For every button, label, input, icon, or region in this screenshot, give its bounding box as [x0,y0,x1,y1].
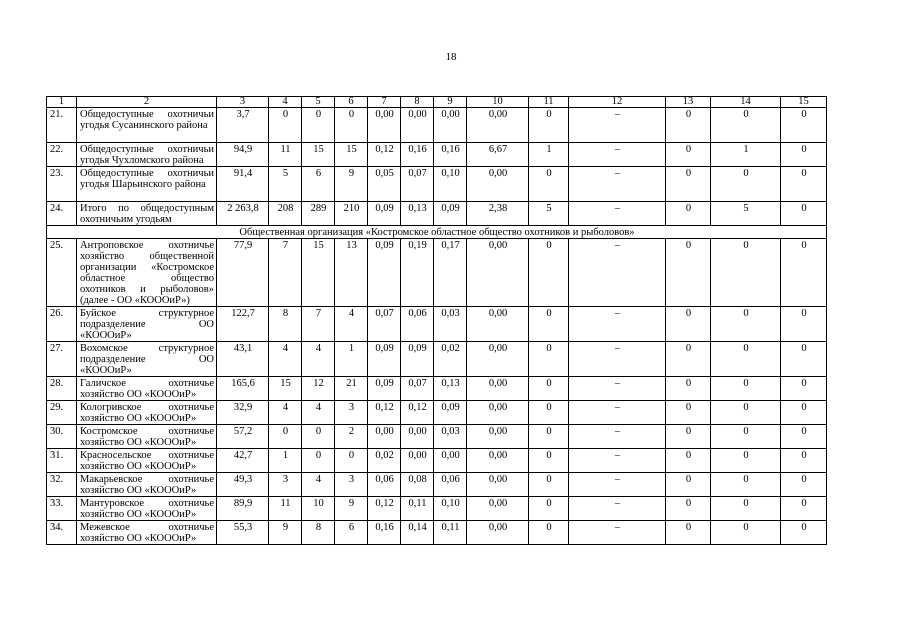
data-cell: 0 [711,108,781,143]
column-number-header: 13 [666,97,711,108]
row-name: Вохомское структурное подразделение ОО «КОООиР» [77,342,217,377]
row-name: Макарьевское охотничье хозяйство ОО «КОООиР» [77,473,217,497]
data-cell: 0,00 [467,239,529,307]
data-cell: 0 [302,108,335,143]
data-cell: 43,1 [217,342,269,377]
data-cell: – [569,202,666,226]
data-cell: – [569,307,666,342]
data-cell: 0,00 [467,497,529,521]
data-cell: 0 [335,449,368,473]
row-number: 28. [47,377,77,401]
column-number-header: 1 [47,97,77,108]
data-cell: 0,00 [467,401,529,425]
data-cell: 2 [335,425,368,449]
data-cell: 0 [529,521,569,545]
data-cell: 0 [781,449,827,473]
row-name: Костромское охотничье хозяйство ОО «КОООиР» [77,425,217,449]
data-cell: 0,06 [368,473,401,497]
column-number-header: 11 [529,97,569,108]
row-number: 27. [47,342,77,377]
data-cell: 15 [335,143,368,167]
row-name: Буйское структурное подразделение ОО «КОООиР» [77,307,217,342]
column-number-header: 6 [335,97,368,108]
data-cell: 0,05 [368,167,401,202]
data-cell: 0,09 [368,377,401,401]
row-number: 21. [47,108,77,143]
data-cell: 9 [335,497,368,521]
data-cell: 0 [666,202,711,226]
data-cell: 0,13 [434,377,467,401]
data-cell: 0 [335,108,368,143]
data-cell: – [569,449,666,473]
data-cell: 0 [781,497,827,521]
table-row [47,342,827,377]
data-cell: 0 [711,401,781,425]
row-name: Общедоступные охотничьи угодья Шарьинского района [77,167,217,202]
row-name: Общедоступные охотничьи угодья Сусанинского района [77,108,217,143]
data-cell: 0 [711,342,781,377]
data-cell: 0,06 [434,473,467,497]
column-number-header: 2 [77,97,217,108]
table-row [47,401,827,425]
data-cell: – [569,521,666,545]
column-number-header: 14 [711,97,781,108]
data-cell: – [569,143,666,167]
data-cell: 15 [269,377,302,401]
data-cell: 0,00 [467,521,529,545]
data-cell: 0,00 [467,449,529,473]
data-cell: 0 [666,239,711,307]
data-cell: 6 [335,521,368,545]
data-cell: 289 [302,202,335,226]
data-cell: 0,07 [368,307,401,342]
data-cell: 0,16 [434,143,467,167]
data-cell: 0,00 [434,449,467,473]
data-cell: 0 [781,377,827,401]
section-title: Общественная организация «Костромское областное общество охотников и рыболовов» [47,226,827,239]
data-cell: 0 [269,108,302,143]
data-cell: 0 [529,307,569,342]
table-row [47,307,827,342]
data-cell: 5 [529,202,569,226]
data-cell: 4 [302,473,335,497]
table-row [47,521,827,545]
data-cell: – [569,239,666,307]
data-cell: 0,17 [434,239,467,307]
data-cell: 0,00 [467,377,529,401]
row-name: Галичское охотничье хозяйство ОО «КОООиР» [77,377,217,401]
row-name: Общедоступные охотничьи угодья Чухломского района [77,143,217,167]
data-cell: 0,12 [368,401,401,425]
data-cell: 0,00 [368,425,401,449]
data-cell: 0,00 [467,425,529,449]
data-cell: 0 [781,473,827,497]
data-cell: 2 263,8 [217,202,269,226]
data-cell: 0 [529,497,569,521]
row-number: 23. [47,167,77,202]
data-cell: 42,7 [217,449,269,473]
column-number-header: 12 [569,97,666,108]
data-cell: 0 [781,401,827,425]
data-cell: 8 [302,521,335,545]
data-cell: 57,2 [217,425,269,449]
table-body [47,97,827,545]
data-cell: 0,11 [434,521,467,545]
data-cell: 10 [302,497,335,521]
column-number-header: 4 [269,97,302,108]
data-cell: 7 [302,307,335,342]
data-cell: 0,16 [368,521,401,545]
table-row [47,167,827,202]
data-cell: 0 [781,307,827,342]
data-cell: 0,00 [467,473,529,497]
data-cell: 0 [269,425,302,449]
data-cell: – [569,167,666,202]
data-cell: 1 [711,143,781,167]
data-cell: 0,06 [401,307,434,342]
data-cell: 5 [269,167,302,202]
table-row [47,239,827,307]
data-cell: 0,16 [401,143,434,167]
data-cell: 0,12 [401,401,434,425]
data-cell: 210 [335,202,368,226]
data-cell: 4 [302,401,335,425]
data-cell: – [569,401,666,425]
data-cell: 0 [666,307,711,342]
data-cell: 4 [269,342,302,377]
data-cell: – [569,497,666,521]
data-cell: 3,7 [217,108,269,143]
data-cell: 0 [781,143,827,167]
data-cell: 12 [302,377,335,401]
data-cell: – [569,108,666,143]
data-cell: 165,6 [217,377,269,401]
data-cell: 0,09 [368,342,401,377]
data-cell: 0,00 [467,307,529,342]
data-cell: 6 [302,167,335,202]
data-cell: 0 [666,521,711,545]
table-row [47,449,827,473]
row-name: Итого по общедоступным охотничьим угодьям [77,202,217,226]
data-cell: 0,03 [434,425,467,449]
data-cell: 0 [529,401,569,425]
data-cell: 21 [335,377,368,401]
data-cell: 0,00 [401,425,434,449]
row-name: Антроповское охотничье хозяйство общественной организации «Костромское областное общество охотников и рыболовов» (далее - ОО «КОООиР») [77,239,217,307]
table-row [47,108,827,143]
data-cell: 0,02 [434,342,467,377]
column-number-header: 9 [434,97,467,108]
data-cell: 0,12 [368,143,401,167]
table-row [47,202,827,226]
data-cell: 0 [711,497,781,521]
row-number: 34. [47,521,77,545]
data-cell: 5 [711,202,781,226]
row-name: Межевское охотничье хозяйство ОО «КОООиР» [77,521,217,545]
data-cell: 0,02 [368,449,401,473]
data-cell: 3 [335,473,368,497]
table-row [47,497,827,521]
data-cell: 0 [711,377,781,401]
data-cell: 0 [781,342,827,377]
data-cell: 0,07 [401,377,434,401]
data-cell: 7 [269,239,302,307]
row-name: Мантуровское охотничье хозяйство ОО «КОООиР» [77,497,217,521]
data-cell: 0,12 [368,497,401,521]
data-cell: 49,3 [217,473,269,497]
row-name: Красносельское охотничье хозяйство ОО «КОООиР» [77,449,217,473]
row-number: 32. [47,473,77,497]
data-cell: 11 [269,143,302,167]
data-cell: 0 [781,167,827,202]
data-cell: 208 [269,202,302,226]
column-number-header: 15 [781,97,827,108]
data-cell: – [569,377,666,401]
data-cell: 77,9 [217,239,269,307]
data-cell: 89,9 [217,497,269,521]
data-cell: 1 [269,449,302,473]
row-number: 22. [47,143,77,167]
data-cell: 0 [666,143,711,167]
data-cell: 0 [529,473,569,497]
data-cell: 0,14 [401,521,434,545]
data-cell: 32,9 [217,401,269,425]
data-cell: 0,19 [401,239,434,307]
data-cell: 0,03 [434,307,467,342]
data-cell: 15 [302,239,335,307]
data-cell: 0 [666,497,711,521]
data-cell: 0 [781,202,827,226]
data-cell: 0,00 [401,108,434,143]
data-cell: 0 [666,473,711,497]
data-table [46,96,827,545]
data-cell: 0 [529,377,569,401]
data-cell: 0 [711,239,781,307]
data-cell: 1 [335,342,368,377]
row-number: 25. [47,239,77,307]
data-cell: 0,00 [434,108,467,143]
data-cell: 0 [711,307,781,342]
data-cell: 0 [529,167,569,202]
data-cell: 0 [666,449,711,473]
data-cell: 0 [666,342,711,377]
data-cell: 4 [302,342,335,377]
data-cell: 0,00 [401,449,434,473]
row-number: 33. [47,497,77,521]
data-cell: 0 [529,449,569,473]
table-row [47,143,827,167]
data-cell: 55,3 [217,521,269,545]
section-row [47,226,827,239]
header-row [47,97,827,108]
data-cell: 15 [302,143,335,167]
column-number-header: 5 [302,97,335,108]
data-cell: 0,09 [368,239,401,307]
data-cell: 0 [529,108,569,143]
data-cell: 0 [711,425,781,449]
row-number: 30. [47,425,77,449]
table-row [47,377,827,401]
column-number-header: 7 [368,97,401,108]
data-cell: 0 [781,425,827,449]
data-cell: 0,10 [434,497,467,521]
data-cell: 0,00 [467,108,529,143]
column-number-header: 8 [401,97,434,108]
data-cell: 0,00 [467,342,529,377]
data-cell: 0 [711,167,781,202]
data-cell: 0,07 [401,167,434,202]
data-cell: 0,09 [401,342,434,377]
data-cell: 0,13 [401,202,434,226]
data-cell: 0 [666,425,711,449]
data-cell: – [569,473,666,497]
data-cell: 9 [269,521,302,545]
page-number: 18 [445,51,457,63]
column-number-header: 10 [467,97,529,108]
row-number: 26. [47,307,77,342]
table-row [47,473,827,497]
data-cell: 3 [269,473,302,497]
data-cell: 11 [269,497,302,521]
data-cell: 0 [666,377,711,401]
data-cell: 6,67 [467,143,529,167]
data-cell: 0 [711,473,781,497]
data-cell: – [569,425,666,449]
data-cell: 0 [711,449,781,473]
data-cell: 122,7 [217,307,269,342]
data-cell: 13 [335,239,368,307]
data-cell: 0 [711,521,781,545]
data-cell: 0 [302,449,335,473]
row-number: 24. [47,202,77,226]
row-number: 29. [47,401,77,425]
data-cell: 2,38 [467,202,529,226]
row-number: 31. [47,449,77,473]
data-cell: 4 [269,401,302,425]
data-cell: 0 [302,425,335,449]
data-cell: 0 [781,521,827,545]
data-cell: 94,9 [217,143,269,167]
row-name: Кологривское охотничье хозяйство ОО «КОООиР» [77,401,217,425]
data-cell: 9 [335,167,368,202]
data-cell: 91,4 [217,167,269,202]
data-cell: 8 [269,307,302,342]
data-cell: 0 [666,401,711,425]
data-cell: 0 [529,342,569,377]
data-cell: 0 [666,167,711,202]
data-cell: 0,08 [401,473,434,497]
data-cell: 0,10 [434,167,467,202]
data-cell: 3 [335,401,368,425]
data-cell: 0,00 [467,167,529,202]
data-cell: 0,09 [368,202,401,226]
data-cell: 0 [781,108,827,143]
data-cell: 0 [781,239,827,307]
data-cell: 0,11 [401,497,434,521]
data-cell: – [569,342,666,377]
table-row [47,425,827,449]
data-cell: 0 [529,425,569,449]
data-cell: 0,00 [368,108,401,143]
data-cell: 0,09 [434,202,467,226]
column-number-header: 3 [217,97,269,108]
data-cell: 4 [335,307,368,342]
data-cell: 0 [529,239,569,307]
data-cell: 1 [529,143,569,167]
data-cell: 0 [666,108,711,143]
data-cell: 0,09 [434,401,467,425]
